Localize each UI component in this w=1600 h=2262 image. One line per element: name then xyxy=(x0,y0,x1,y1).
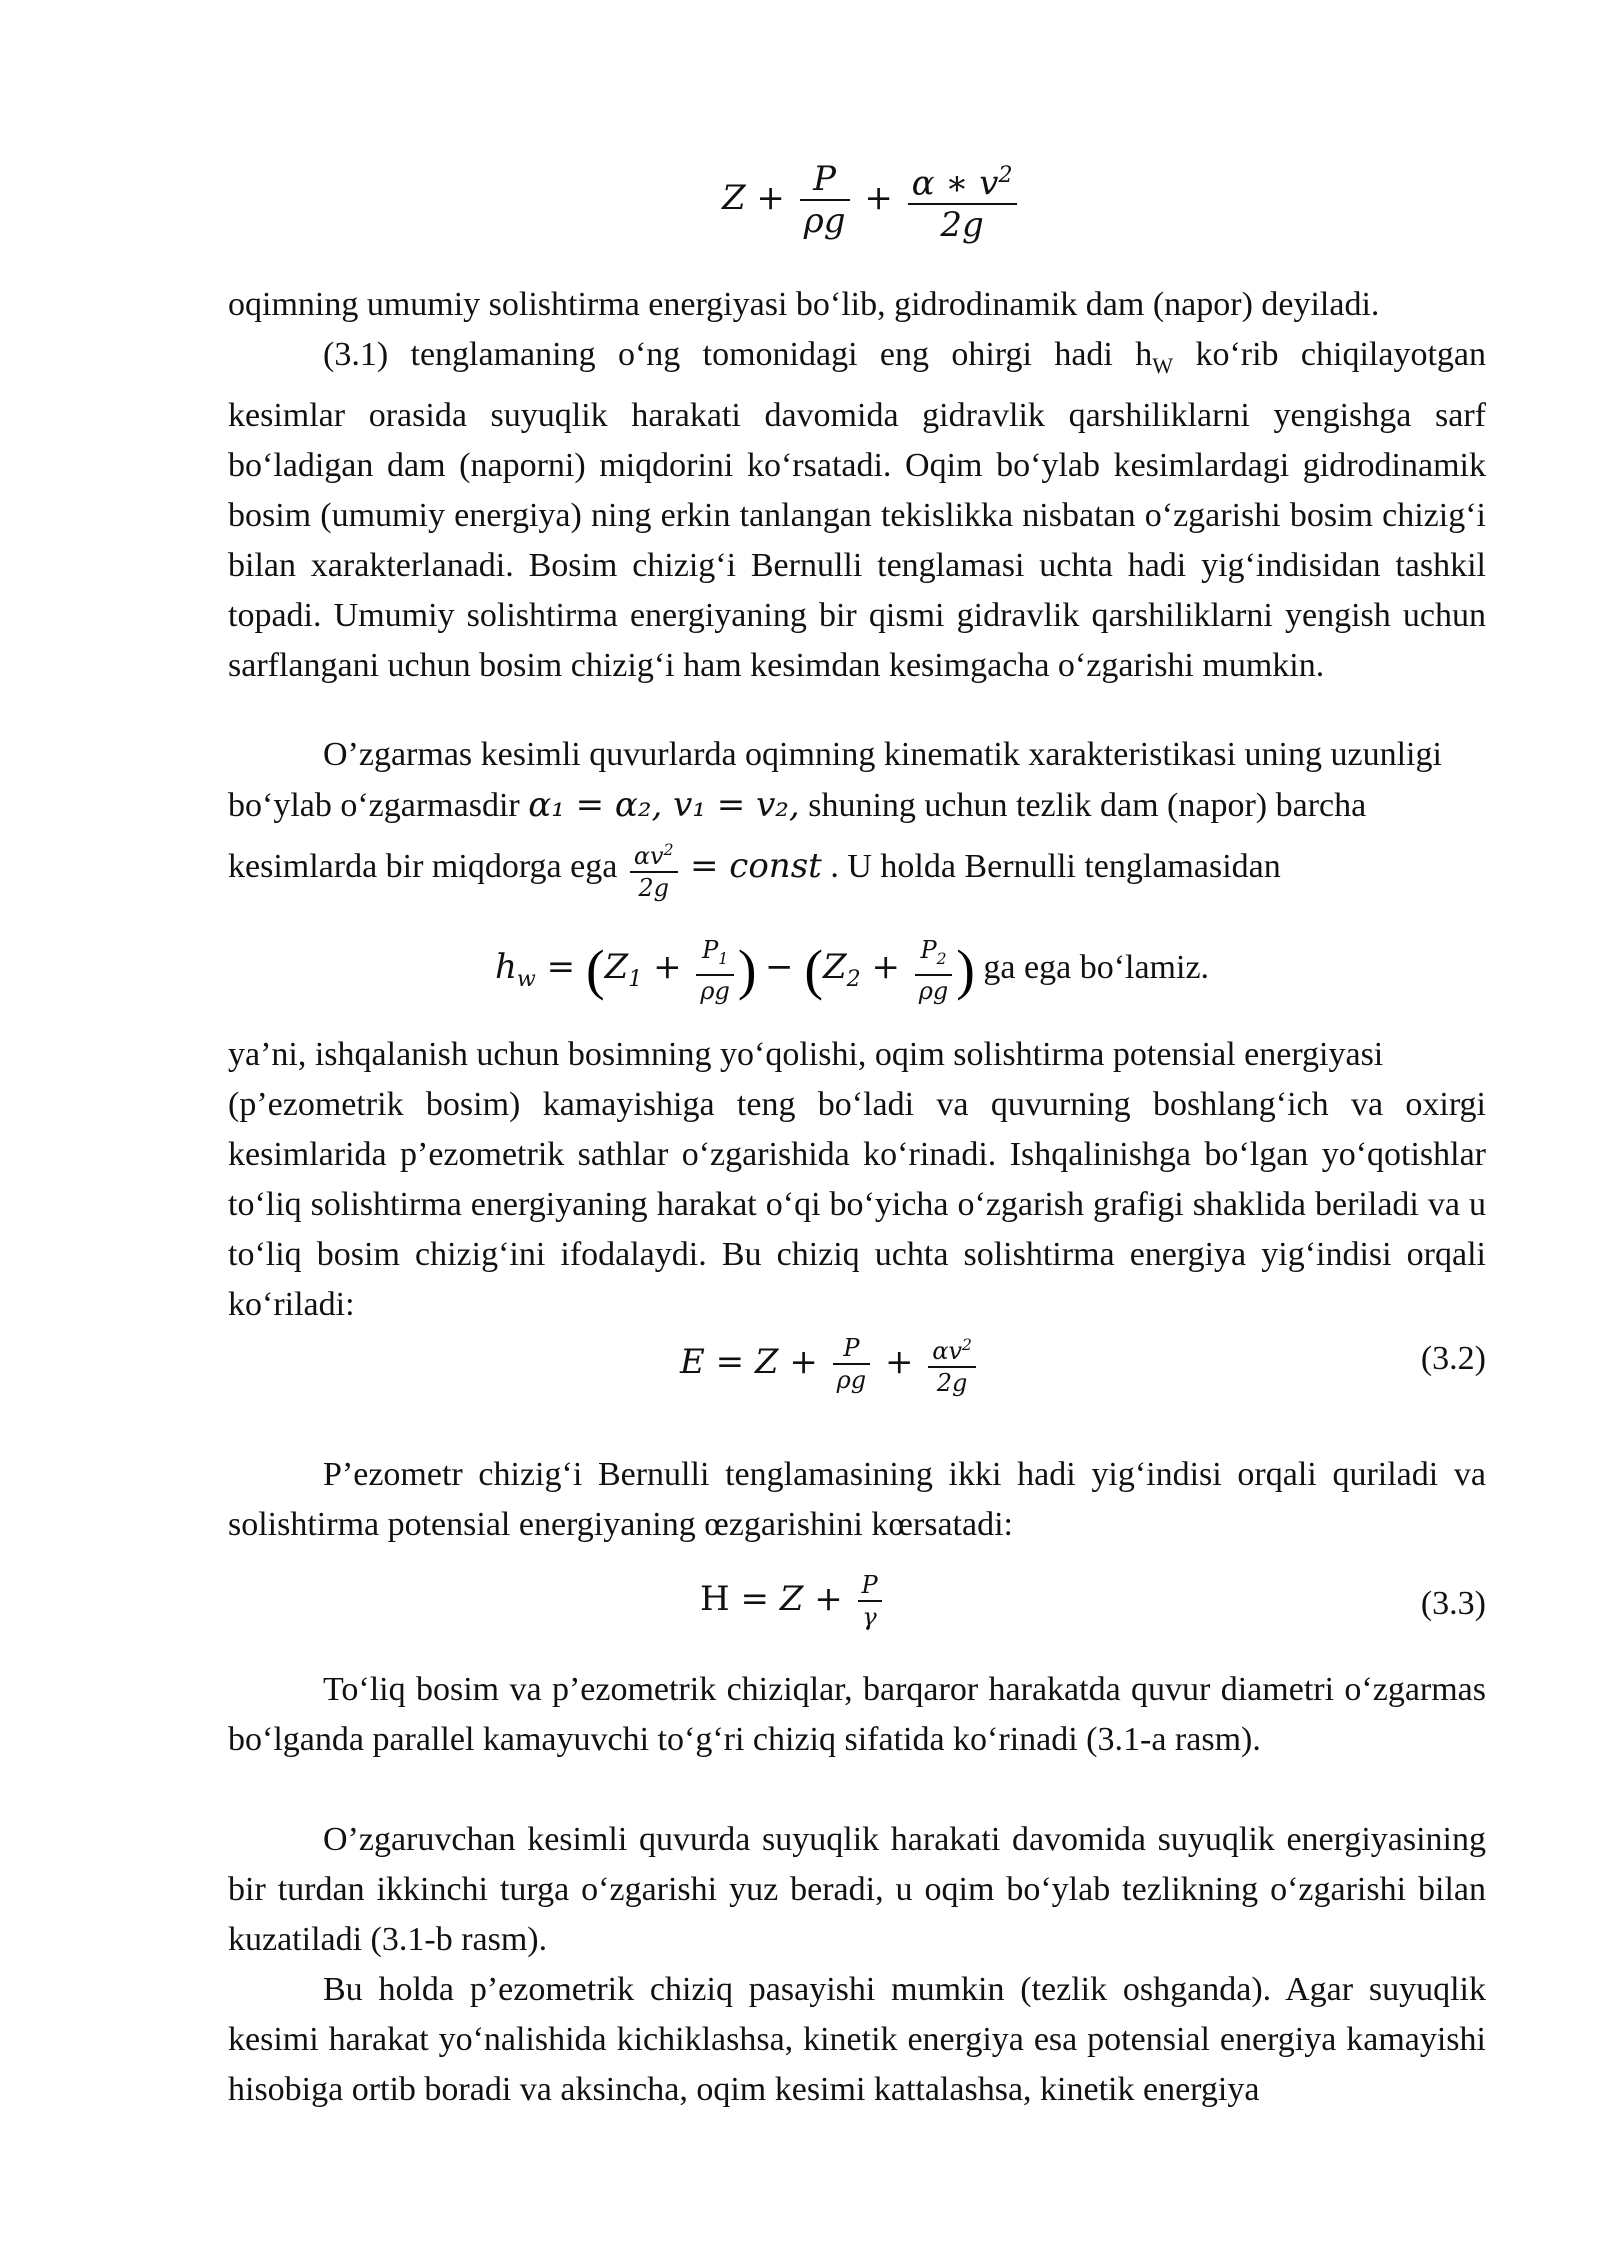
equation-number-3-2: (3.2) xyxy=(1420,1340,1486,1377)
formula-3-2 xyxy=(680,1330,980,1398)
formula-plus: + xyxy=(642,947,693,988)
formula-term-z: Z + xyxy=(779,1579,843,1619)
numerator-text: α ∗ v xyxy=(911,163,999,204)
fraction-alpha-v2-2g xyxy=(928,1330,976,1398)
symbol-z: Z xyxy=(604,947,629,988)
text-line-const xyxy=(228,835,1486,903)
formula-lhs xyxy=(495,947,536,992)
subscript: W xyxy=(1152,352,1174,378)
paragraph-full-pressure: To‘liq bosim va p’ezometrik chiziqlar, barqaror harakatda quvur diametri o‘zgarmas bo‘lganda parallel kamayuvchi to‘g‘ri chiziq sifatida ko‘rinadi (3.1-a rasm). xyxy=(228,1671,1486,1758)
fraction-numerator xyxy=(696,935,733,976)
fraction-numerator: P xyxy=(858,1570,882,1602)
fraction-velocity-head xyxy=(908,155,1017,245)
fraction-denominator: ρg xyxy=(918,976,949,1005)
formula-total-head xyxy=(722,155,1021,245)
fraction-p-rho-g xyxy=(833,1333,870,1395)
paragraph-head-loss xyxy=(228,330,1486,691)
fraction-denominator: ρg xyxy=(803,201,846,242)
fraction-numerator xyxy=(630,835,678,873)
formula-tail-text: ga ega bo‘lamiz. xyxy=(983,949,1210,987)
formula-3-3 xyxy=(700,1570,886,1632)
formula-const: = const xyxy=(690,845,822,886)
superscript: 2 xyxy=(962,1336,972,1354)
text-part: . U holda Bernulli tenglamasidan xyxy=(830,847,1281,885)
fraction-p1-rho-g xyxy=(696,935,733,1006)
text-line-friction: ya’ni, ishqalanish uchun bosimning yo‘qolishi, oqim solishtirma potensial energiyasi xyxy=(228,1036,1384,1073)
text-part: shuning uchun tezlik dam (napor) barcha xyxy=(799,787,1367,824)
symbol-p: P xyxy=(702,936,719,964)
formula-plus: + xyxy=(884,1342,914,1382)
formula-z2 xyxy=(822,947,861,992)
formula-plus: + xyxy=(860,947,911,988)
fraction-denominator: 2g xyxy=(936,1369,968,1397)
fraction-denominator: ρg xyxy=(836,1366,867,1394)
paragraph-piezometric-decrease: Bu holda p’ezometrik chiziq pasayishi mumkin (tezlik oshganda). Agar suyuqlik kesimi harakat yo‘nalishida kichiklashsa, kinetik energiya esa potensial energiya kamayishi hisobiga ortib boradi va aksincha, oqim kesimi kattalashsa, kinetik energiya xyxy=(228,1971,1486,2108)
paragraph-piezometer-line: P’ezometr chizig‘i Bernulli tenglamasining ikki hadi yig‘indisi orqali quriladi va solishtirma potensial energiyaning œzgarishini kœrsatadi: xyxy=(228,1456,1486,1543)
formula-z1 xyxy=(604,947,643,992)
fraction-alpha-v2-2g xyxy=(630,835,678,903)
equation-number-3-3: (3.3) xyxy=(1420,1585,1486,1622)
fraction-p-gamma xyxy=(858,1570,882,1632)
symbol-p: P xyxy=(920,936,937,964)
inline-math: α₁ = α₂, v₁ = v₂, xyxy=(528,785,800,825)
text-line-alpha-equal xyxy=(228,780,1486,831)
fraction-denominator: 2g xyxy=(638,874,669,902)
formula-lhs: H = xyxy=(700,1579,780,1619)
paragraph-text-a: (3.1) tenglamaning o‘ng tomonidagi eng ohirgi hadi h xyxy=(323,336,1153,373)
formula-minus: − xyxy=(765,947,805,988)
superscript: 2 xyxy=(663,841,674,859)
text-line-constant-section: O’zgarmas kesimli quvurlarda oqimning kinematik xarakteristikasi uning uzunligi xyxy=(323,736,1442,773)
paren-open: ( xyxy=(585,939,605,1002)
fraction-numerator xyxy=(928,1330,976,1368)
text-part: bo‘ylab o‘zgarmasdir xyxy=(228,787,529,824)
paren-close: ) xyxy=(737,939,757,1002)
fraction-denominator: γ xyxy=(862,1603,877,1631)
paragraph-text-b: ko‘rib chiqilayotgan kesimlar orasida suyuqlik harakati davomida gidravlik qarshiliklarni yengishga sarf bo‘ladigan dam (naporni) miqdorini ko‘rsatadi. Oqim bo‘ylab kesimlardagi gidrodinamik bosim (umumiy energiya) ning erkin tanlangan tekislikka nisbatan o‘zgarishi bosim chizig‘i bilan xarakterlanadi. Bosim chizig‘i Bernulli tenglamasi uchta hadi yig‘indisidan tashkil topadi. Umumiy solishtirma energiyaning bir qismi gidravlik qarshiliklarni yengish uchun sarflangani uchun bosim chizig‘i ham kesimdan kesimgacha o‘zgarishi mumkin. xyxy=(228,336,1486,684)
fraction-numerator xyxy=(915,935,952,976)
paragraph-variable-section: O’zgaruvchan kesimli quvurda suyuqlik harakati davomida suyuqlik energiyasining bir turdan ikkinchi turga o‘zgarishi yuz beradi, u oqim bo‘ylab tezlikning o‘zgarishi bilan kuzatiladi (3.1-b rasm). xyxy=(228,1821,1486,1958)
text-line-1: oqimning umumiy solishtirma energiyasi bo‘lib, gidrodinamik dam (napor) deyiladi. xyxy=(228,286,1380,323)
numerator-text: αv xyxy=(932,1337,963,1365)
formula-equals: = xyxy=(535,947,586,988)
symbol-h: h xyxy=(495,947,517,988)
paren-close: ) xyxy=(956,939,975,1002)
superscript: 2 xyxy=(998,162,1013,188)
subscript: w xyxy=(516,966,536,992)
formula-lhs: E = Z + xyxy=(680,1342,818,1382)
subscript: 1 xyxy=(718,949,729,968)
numerator-text: αv xyxy=(633,842,664,870)
subscript: 2 xyxy=(936,949,947,968)
paren-open: ( xyxy=(804,939,823,1002)
fraction-p2-rho-g xyxy=(915,935,952,1006)
fraction-denominator: ρg xyxy=(700,976,730,1005)
subscript: 1 xyxy=(628,966,643,992)
formula-plus: + xyxy=(864,178,893,219)
fraction-p-rho-g xyxy=(800,159,850,241)
text-part: kesimlarda bir miqdorga ega xyxy=(228,847,626,885)
symbol-z: Z xyxy=(822,947,847,988)
fraction-numerator: P xyxy=(800,159,850,201)
fraction-numerator: P xyxy=(833,1333,870,1365)
paragraph-piezometric: (p’ezometrik bosim) kamayishiga teng bo‘ladi va quvurning boshlang‘ich va oxirgi kesimlarida p’ezometrik sathlar o‘zgarishida ko‘rinadi. Ishqalinishga bo‘lgan yo‘qotishlar to‘liq solishtirma energiyaning harakat o‘qi bo‘yicha o‘zgarish grafigi shaklida beriladi va u to‘liq bosim chizig‘ini ifodalaydi. Bu chiziq uchta solishtirma energiya yig‘indisi orqali ko‘riladi: xyxy=(228,1086,1486,1323)
formula-term-z: Z + xyxy=(722,178,785,219)
formula-head-loss xyxy=(495,935,1209,1006)
fraction-numerator xyxy=(908,155,1017,205)
fraction-denominator: 2g xyxy=(940,205,984,246)
subscript: 2 xyxy=(846,966,861,992)
